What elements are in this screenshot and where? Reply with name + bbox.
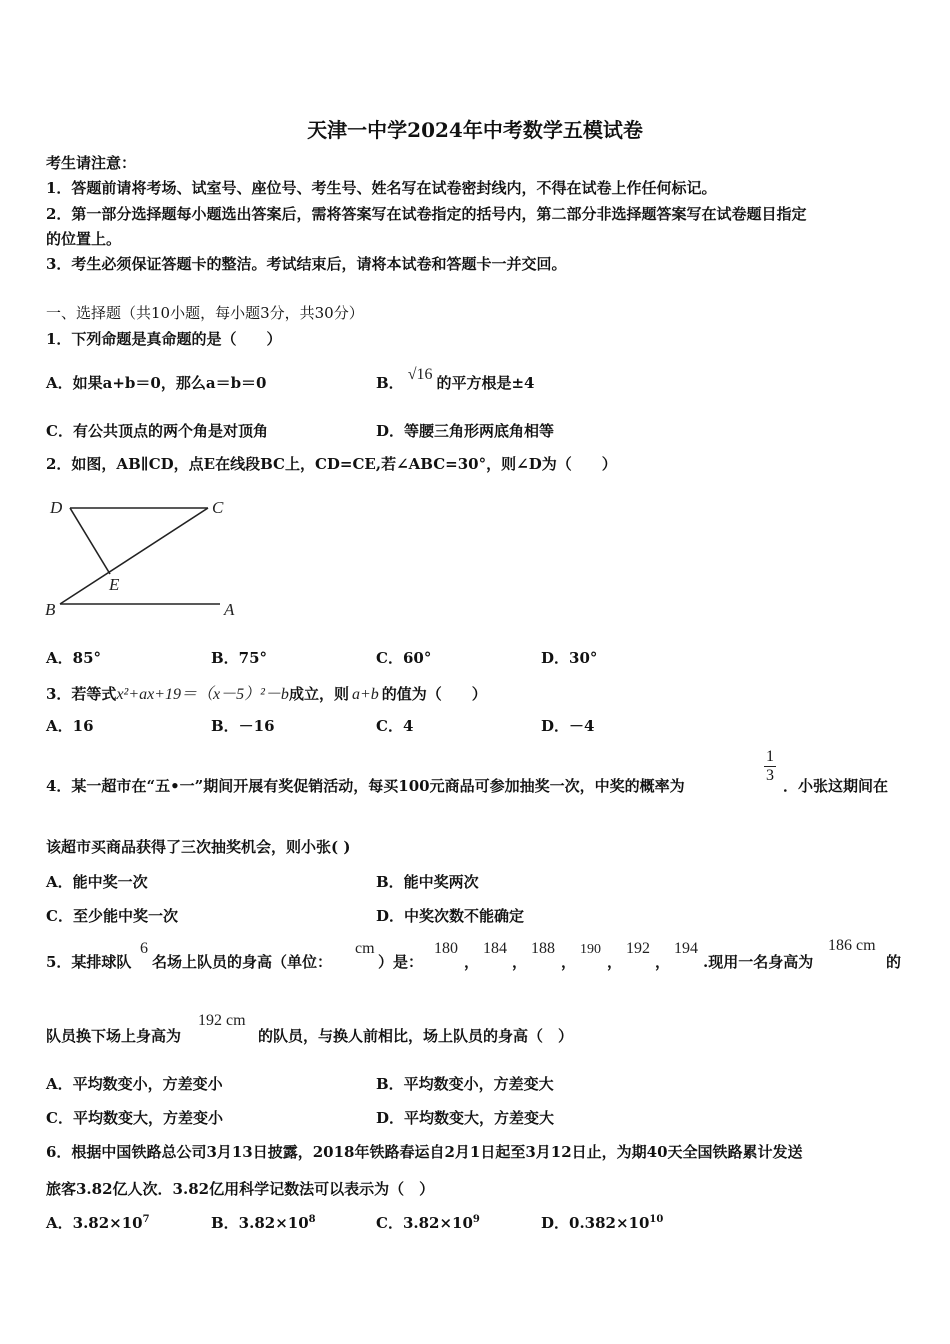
q5-option-c: C．平均数变大，方差变小 <box>46 1109 223 1127</box>
q2-option-c: C．60° <box>376 649 432 667</box>
label-c: C <box>212 498 224 517</box>
q6-option-a-base: A．3.82×10 <box>46 1214 143 1232</box>
q1-option-b-prefix: B． <box>376 374 404 392</box>
q5-comma-2: ， <box>512 953 528 971</box>
q4-fraction-numerator: 1 <box>766 748 774 765</box>
q5-height-1: 180 <box>434 940 458 957</box>
q4-option-b: B．能中奖两次 <box>376 873 479 891</box>
label-e: E <box>109 575 120 594</box>
q6-option-c <box>376 1212 480 1233</box>
q5-height-4: 190 <box>580 942 601 957</box>
q5-new-height: 186 cm <box>828 937 876 954</box>
q6-option-a-exponent: 7 <box>142 1214 150 1225</box>
notice-item-3: 3．考生必须保证答题卡的整洁。考试结束后，请将本试卷和答题卡一并交回。 <box>46 255 567 273</box>
notice-item-1: 1．答题前请将考场、试室号、座位号、考生号、姓名写在试卷密封线内，不得在试卷上作任何标记。 <box>46 179 717 197</box>
q3-expression: a+b <box>351 686 379 703</box>
q3-stem <box>46 681 487 704</box>
q6-option-d <box>541 1212 663 1233</box>
q5-stem-part6: 队员换下场上身高为 <box>46 1027 182 1045</box>
label-d: D <box>50 498 63 517</box>
q5-stem-part4: .现用一名身高为 <box>703 953 814 971</box>
q1-option-b <box>376 366 535 393</box>
q3-option-c: C．4 <box>376 717 414 735</box>
q6-option-c-exponent: 9 <box>472 1214 480 1225</box>
q1-option-a: A．如果a+b＝0，那么a＝b＝0 <box>46 374 267 392</box>
q2-stem: 2．如图，AB∥CD，点E在线段BC上，CD=CE,若∠ABC=30°，则∠D为（ ） <box>46 455 617 473</box>
q4-option-a: A．能中奖一次 <box>46 873 148 891</box>
q6-option-b-exponent: 8 <box>308 1214 316 1225</box>
q2-option-d: D．30° <box>541 649 598 667</box>
q5-comma-1: ， <box>464 953 480 971</box>
label-a: A <box>224 600 235 619</box>
q4-stem-line1-end: ．小张这期间在 <box>783 777 889 795</box>
q6-option-c-base: C．3.82×10 <box>376 1214 473 1232</box>
q4-fraction-denominator: 3 <box>766 767 774 784</box>
q3-option-d: D．－4 <box>541 717 595 735</box>
q6-option-b-base: B．3.82×10 <box>211 1214 309 1232</box>
q5-option-d: D．平均数变大，方差变大 <box>376 1109 555 1127</box>
q6-stem-line1: 6．根据中国铁路总公司3月13日披露，2018年铁路春运自2月1日起至3月12日止，为期40天全国铁路累计发送 <box>46 1143 803 1161</box>
q3-stem-part2: 成立，则 <box>288 685 349 703</box>
q3-option-b: B．－16 <box>211 717 275 735</box>
q5-height-2: 184 <box>483 940 507 957</box>
q5-height-6: 194 <box>674 940 698 957</box>
q1-option-b-suffix: 的平方根是±4 <box>436 374 535 392</box>
page-title: 天津一中学2024年中考数学五模试卷 <box>307 118 643 142</box>
q3-equation: x²+ax+19＝（x－5）²－b <box>116 686 289 703</box>
q5-option-a: A．平均数变小，方差变小 <box>46 1075 223 1093</box>
q3-option-a: A．16 <box>46 717 94 735</box>
q5-comma-3: ， <box>561 953 577 971</box>
q6-option-a <box>46 1212 150 1233</box>
segment-cb <box>60 508 208 604</box>
q5-old-height: 192 cm <box>198 1012 246 1029</box>
q4-option-c: C．至少能中奖一次 <box>46 907 178 925</box>
q5-stem-part2: 名场上队员的身高（单位： <box>152 953 333 971</box>
q5-option-b: B．平均数变小，方差变大 <box>376 1075 554 1093</box>
q6-option-b <box>211 1212 316 1233</box>
q4-option-d: D．中奖次数不能确定 <box>376 907 525 925</box>
q1-stem: 1．下列命题是真命题的是（ ） <box>46 330 282 348</box>
notice-heading: 考生请注意： <box>46 154 137 172</box>
q5-count: 6 <box>140 940 148 957</box>
q1-sqrt16: √16 <box>407 366 433 383</box>
q4-stem-line1: 4．某一超市在“五•一”期间开展有奖促销活动，每买100元商品可参加抽奖一次，中奖的概率为 <box>46 777 685 795</box>
q5-comma-5: ， <box>655 953 671 971</box>
q1-option-d: D．等腰三角形两底角相等 <box>376 422 555 440</box>
section-heading: 一、选择题（共10小题，每小题3分，共30分） <box>46 304 364 322</box>
q5-height-3: 188 <box>531 940 555 957</box>
q5-stem-part5: 的 <box>886 953 902 971</box>
q6-option-d-base: D．0.382×10 <box>541 1214 650 1232</box>
segment-de <box>70 508 110 574</box>
q1-option-c: C．有公共顶点的两个角是对顶角 <box>46 422 268 440</box>
q3-stem-part1: 3．若等式 <box>46 685 117 703</box>
q5-stem-part1: 5．某排球队 <box>46 953 132 971</box>
q6-option-d-exponent: 10 <box>649 1214 664 1225</box>
q5-stem-part7: 的队员，与换人前相比，场上队员的身高（ ） <box>258 1027 574 1045</box>
notice-item-2: 2．第一部分选择题每小题选出答案后，需将答案写在试卷指定的括号内，第二部分非选择题答案写在试卷题目指定 <box>46 205 807 223</box>
q5-height-5: 192 <box>626 940 650 957</box>
q6-stem-line2: 旅客3.82亿人次．3.82亿用科学记数法可以表示为（ ） <box>46 1180 435 1198</box>
q5-comma-4: ， <box>607 953 623 971</box>
q5-unit: cm <box>355 940 375 957</box>
q3-stem-part3: 的值为（ ） <box>381 685 487 703</box>
q4-stem-line2: 该超市买商品获得了三次抽奖机会，则小张( ) <box>46 838 351 856</box>
q4-probability-fraction <box>764 748 776 785</box>
q2-option-a: A．85° <box>46 649 102 667</box>
q2-geometry-figure <box>40 490 250 625</box>
label-b: B <box>45 600 56 619</box>
q2-option-b: B．75° <box>211 649 268 667</box>
notice-item-2-cont: 的位置上。 <box>46 230 122 248</box>
q5-stem-part3: ）是： <box>378 953 424 971</box>
